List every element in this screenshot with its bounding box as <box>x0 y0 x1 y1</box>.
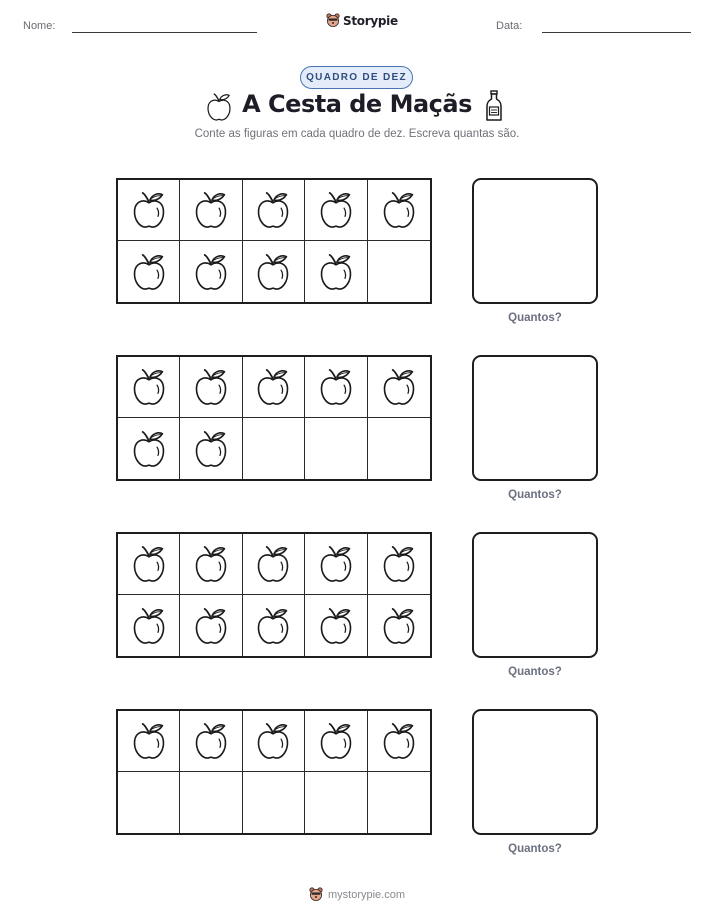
frame-cell <box>305 595 367 656</box>
frame-cell <box>305 772 367 833</box>
frame-cell <box>368 180 430 241</box>
frame-cell <box>305 711 367 772</box>
frame-cell <box>118 357 180 418</box>
footer <box>0 887 714 902</box>
bear-logo-icon <box>309 887 323 902</box>
apple-icon <box>255 606 291 646</box>
frame-cell <box>180 180 242 241</box>
frame-cell <box>118 418 180 479</box>
apple-icon <box>318 606 354 646</box>
frame-cell <box>243 772 305 833</box>
answer-box[interactable] <box>472 178 598 304</box>
frame-cell <box>305 241 367 302</box>
apple-icon <box>131 367 167 407</box>
apple-icon <box>318 544 354 584</box>
page-title: A Cesta de Maçãs <box>242 90 472 118</box>
answer-label: Quantos? <box>508 312 562 324</box>
frame-cell <box>180 357 242 418</box>
frame-cell <box>368 241 430 302</box>
apple-icon <box>381 606 417 646</box>
apple-icon <box>131 544 167 584</box>
frame-cell <box>368 418 430 479</box>
frame-cell <box>305 180 367 241</box>
answer-label: Quantos? <box>508 843 562 855</box>
name-label: Nome: <box>23 20 56 32</box>
answer-box[interactable] <box>472 709 598 835</box>
answer-label: Quantos? <box>508 489 562 501</box>
answer-box[interactable] <box>472 355 598 481</box>
ten-frame <box>116 355 432 481</box>
apple-icon <box>318 190 354 230</box>
date-label: Data: <box>496 20 523 32</box>
date-line[interactable] <box>542 32 691 33</box>
apple-icon <box>318 721 354 761</box>
frame-cell <box>180 772 242 833</box>
frame-cell <box>118 711 180 772</box>
apple-icon <box>193 606 229 646</box>
frame-cell <box>243 711 305 772</box>
apple-icon <box>318 252 354 292</box>
frame-cell <box>118 772 180 833</box>
brand-name: Storypie <box>343 13 398 28</box>
answer-box[interactable] <box>472 532 598 658</box>
answer-label: Quantos? <box>508 666 562 678</box>
frame-cell <box>118 534 180 595</box>
apple-icon <box>193 544 229 584</box>
frame-cell <box>305 357 367 418</box>
frame-cell <box>118 595 180 656</box>
apple-icon <box>255 721 291 761</box>
name-line[interactable] <box>72 32 257 33</box>
frame-cell <box>243 241 305 302</box>
frame-cell <box>180 418 242 479</box>
frame-cell <box>180 241 242 302</box>
apple-icon <box>381 721 417 761</box>
frame-cell <box>305 534 367 595</box>
ten-frame <box>116 532 432 658</box>
apple-icon <box>131 721 167 761</box>
apple-icon <box>131 252 167 292</box>
apple-icon <box>318 367 354 407</box>
apple-icon <box>381 544 417 584</box>
frame-cell <box>118 241 180 302</box>
apple-icon <box>255 190 291 230</box>
frame-cell <box>305 418 367 479</box>
frame-cell <box>368 772 430 833</box>
frame-cell <box>180 595 242 656</box>
bear-logo-icon <box>326 13 340 28</box>
apple-icon <box>255 252 291 292</box>
apple-icon <box>193 367 229 407</box>
frame-cell <box>180 534 242 595</box>
worksheet-badge: QUADRO DE DEZ <box>300 66 413 89</box>
apple-icon <box>255 367 291 407</box>
frame-cell <box>243 180 305 241</box>
apple-icon <box>131 429 167 469</box>
instructions: Conte as figuras em cada quadro de dez. Escreva quantas são. <box>194 128 520 140</box>
footer-url: mystorypie.com <box>327 888 406 901</box>
frame-cell <box>243 595 305 656</box>
apple-icon <box>131 190 167 230</box>
apple-icon <box>381 190 417 230</box>
apple-icon <box>193 190 229 230</box>
apple-icon <box>381 367 417 407</box>
ten-frame <box>116 709 432 835</box>
frame-cell <box>243 357 305 418</box>
frame-cell <box>368 357 430 418</box>
apple-icon <box>193 252 229 292</box>
frame-cell <box>180 711 242 772</box>
frame-cell <box>368 711 430 772</box>
apple-icon <box>193 429 229 469</box>
frame-cell <box>368 534 430 595</box>
frame-cell <box>368 595 430 656</box>
apple-icon <box>131 606 167 646</box>
frame-cell <box>243 534 305 595</box>
brand-logo <box>326 13 398 28</box>
frame-cell <box>243 418 305 479</box>
bottle-icon <box>485 90 503 122</box>
frame-cell <box>118 180 180 241</box>
apple-icon <box>193 721 229 761</box>
apple-icon <box>255 544 291 584</box>
ten-frame <box>116 178 432 304</box>
